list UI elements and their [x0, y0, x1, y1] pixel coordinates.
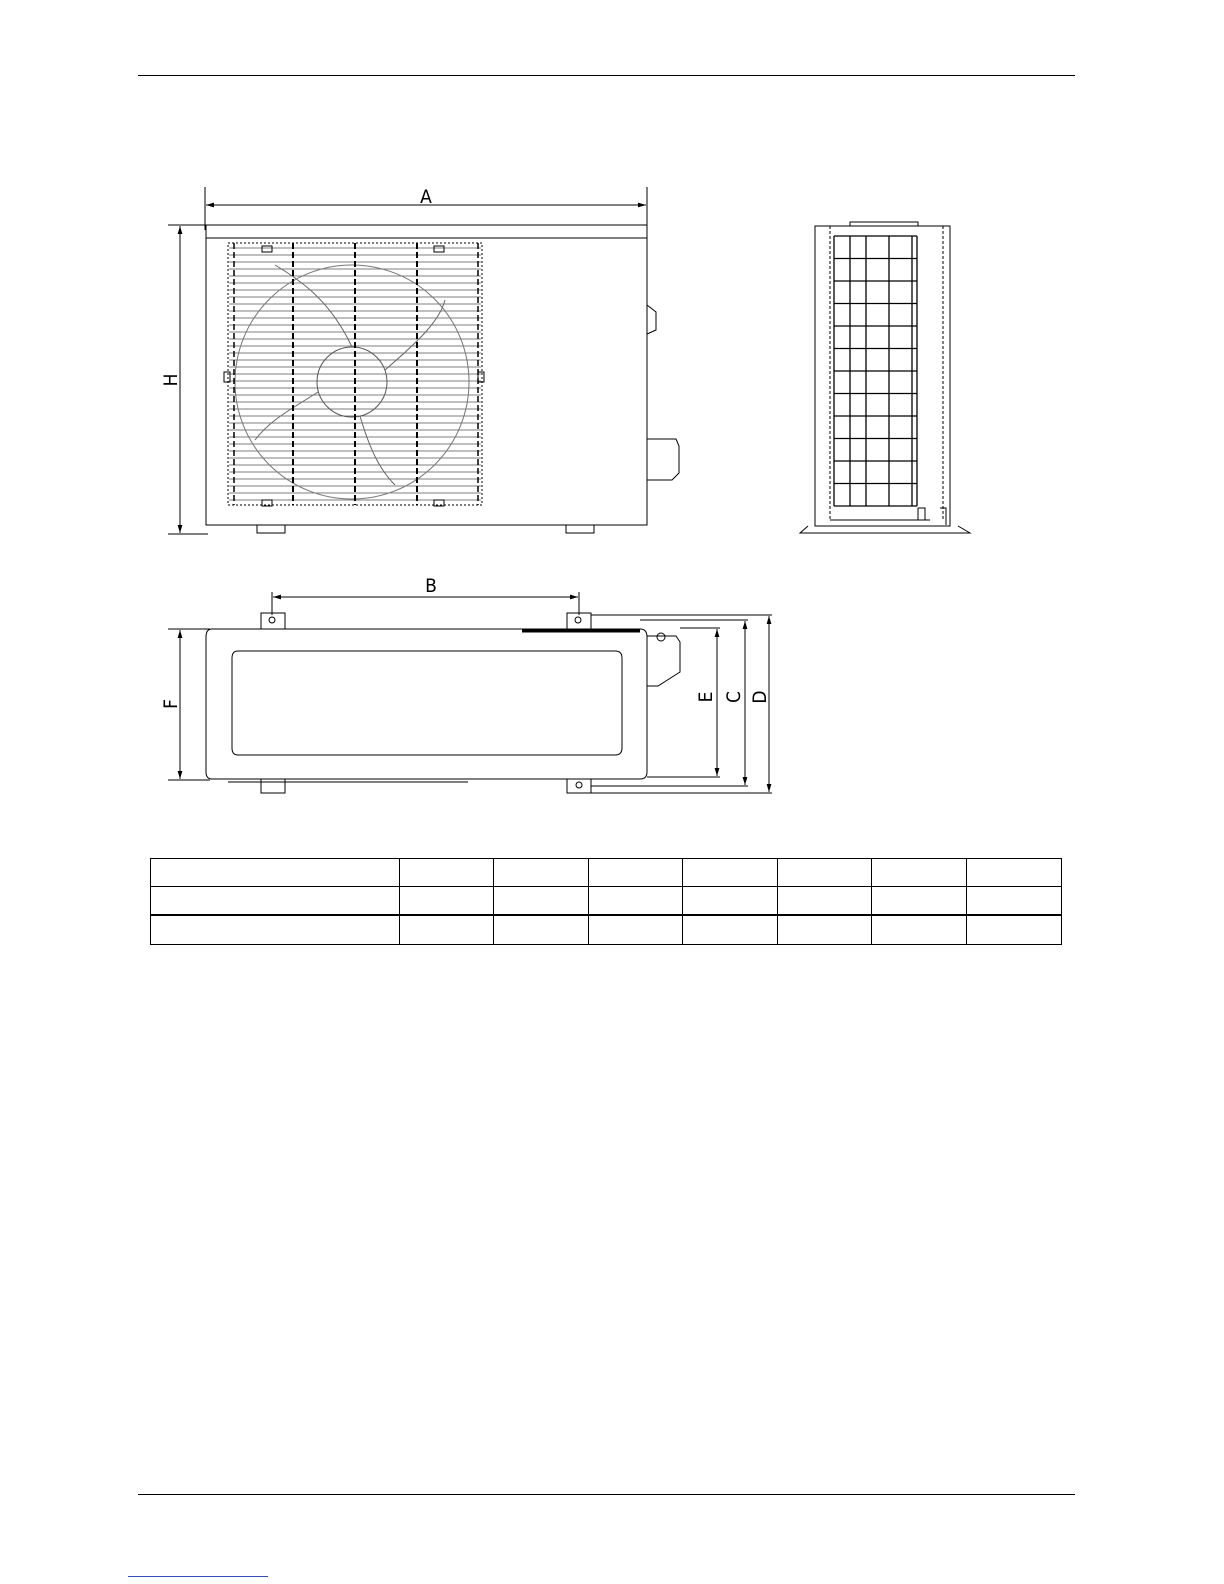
fan-hub	[317, 347, 387, 417]
table-cell	[872, 915, 967, 945]
footer-rule	[138, 1494, 1075, 1495]
table-cell	[494, 859, 589, 887]
table-cell	[967, 887, 1062, 916]
label-c: C	[723, 691, 745, 703]
label-d: D	[749, 690, 771, 704]
table-cell	[683, 915, 778, 945]
table-cell	[400, 887, 494, 916]
label-h: H	[160, 373, 182, 387]
dimension-table	[150, 858, 1062, 945]
table-cell	[683, 887, 778, 916]
top-view	[168, 592, 772, 793]
table-cell	[589, 859, 683, 887]
table-cell	[778, 887, 872, 916]
table-cell	[967, 859, 1062, 887]
footer-link-underline[interactable]	[128, 1576, 268, 1577]
label-a: A	[420, 186, 432, 208]
mount-foot	[261, 779, 285, 793]
side-view	[800, 222, 970, 533]
table-row	[151, 859, 1062, 887]
fan-guard-circle	[235, 265, 469, 499]
label-e: E	[695, 691, 717, 703]
cabinet-outline	[206, 225, 647, 525]
table-cell	[589, 915, 683, 945]
table-cell	[683, 859, 778, 887]
table-row	[151, 915, 1062, 945]
mount-foot	[567, 779, 591, 793]
mount-foot	[567, 613, 591, 629]
table-row	[151, 887, 1062, 916]
table-cell	[967, 915, 1062, 945]
label-f: F	[160, 699, 182, 709]
mount-foot	[261, 613, 285, 629]
table-cell	[494, 915, 589, 945]
side-cabinet-outline	[815, 226, 950, 526]
table-cell	[400, 915, 494, 945]
top-panel	[232, 651, 622, 755]
table-cell	[872, 859, 967, 887]
table-cell	[400, 859, 494, 887]
table-cell	[778, 859, 872, 887]
table-cell	[872, 887, 967, 916]
front-view	[168, 187, 679, 534]
table-cell	[151, 915, 400, 945]
label-b: B	[425, 575, 437, 597]
table-cell	[778, 915, 872, 945]
table-cell	[494, 887, 589, 916]
table-cell	[151, 887, 400, 916]
table-cell	[589, 887, 683, 916]
side-base	[800, 526, 970, 533]
table-cell	[151, 859, 400, 887]
